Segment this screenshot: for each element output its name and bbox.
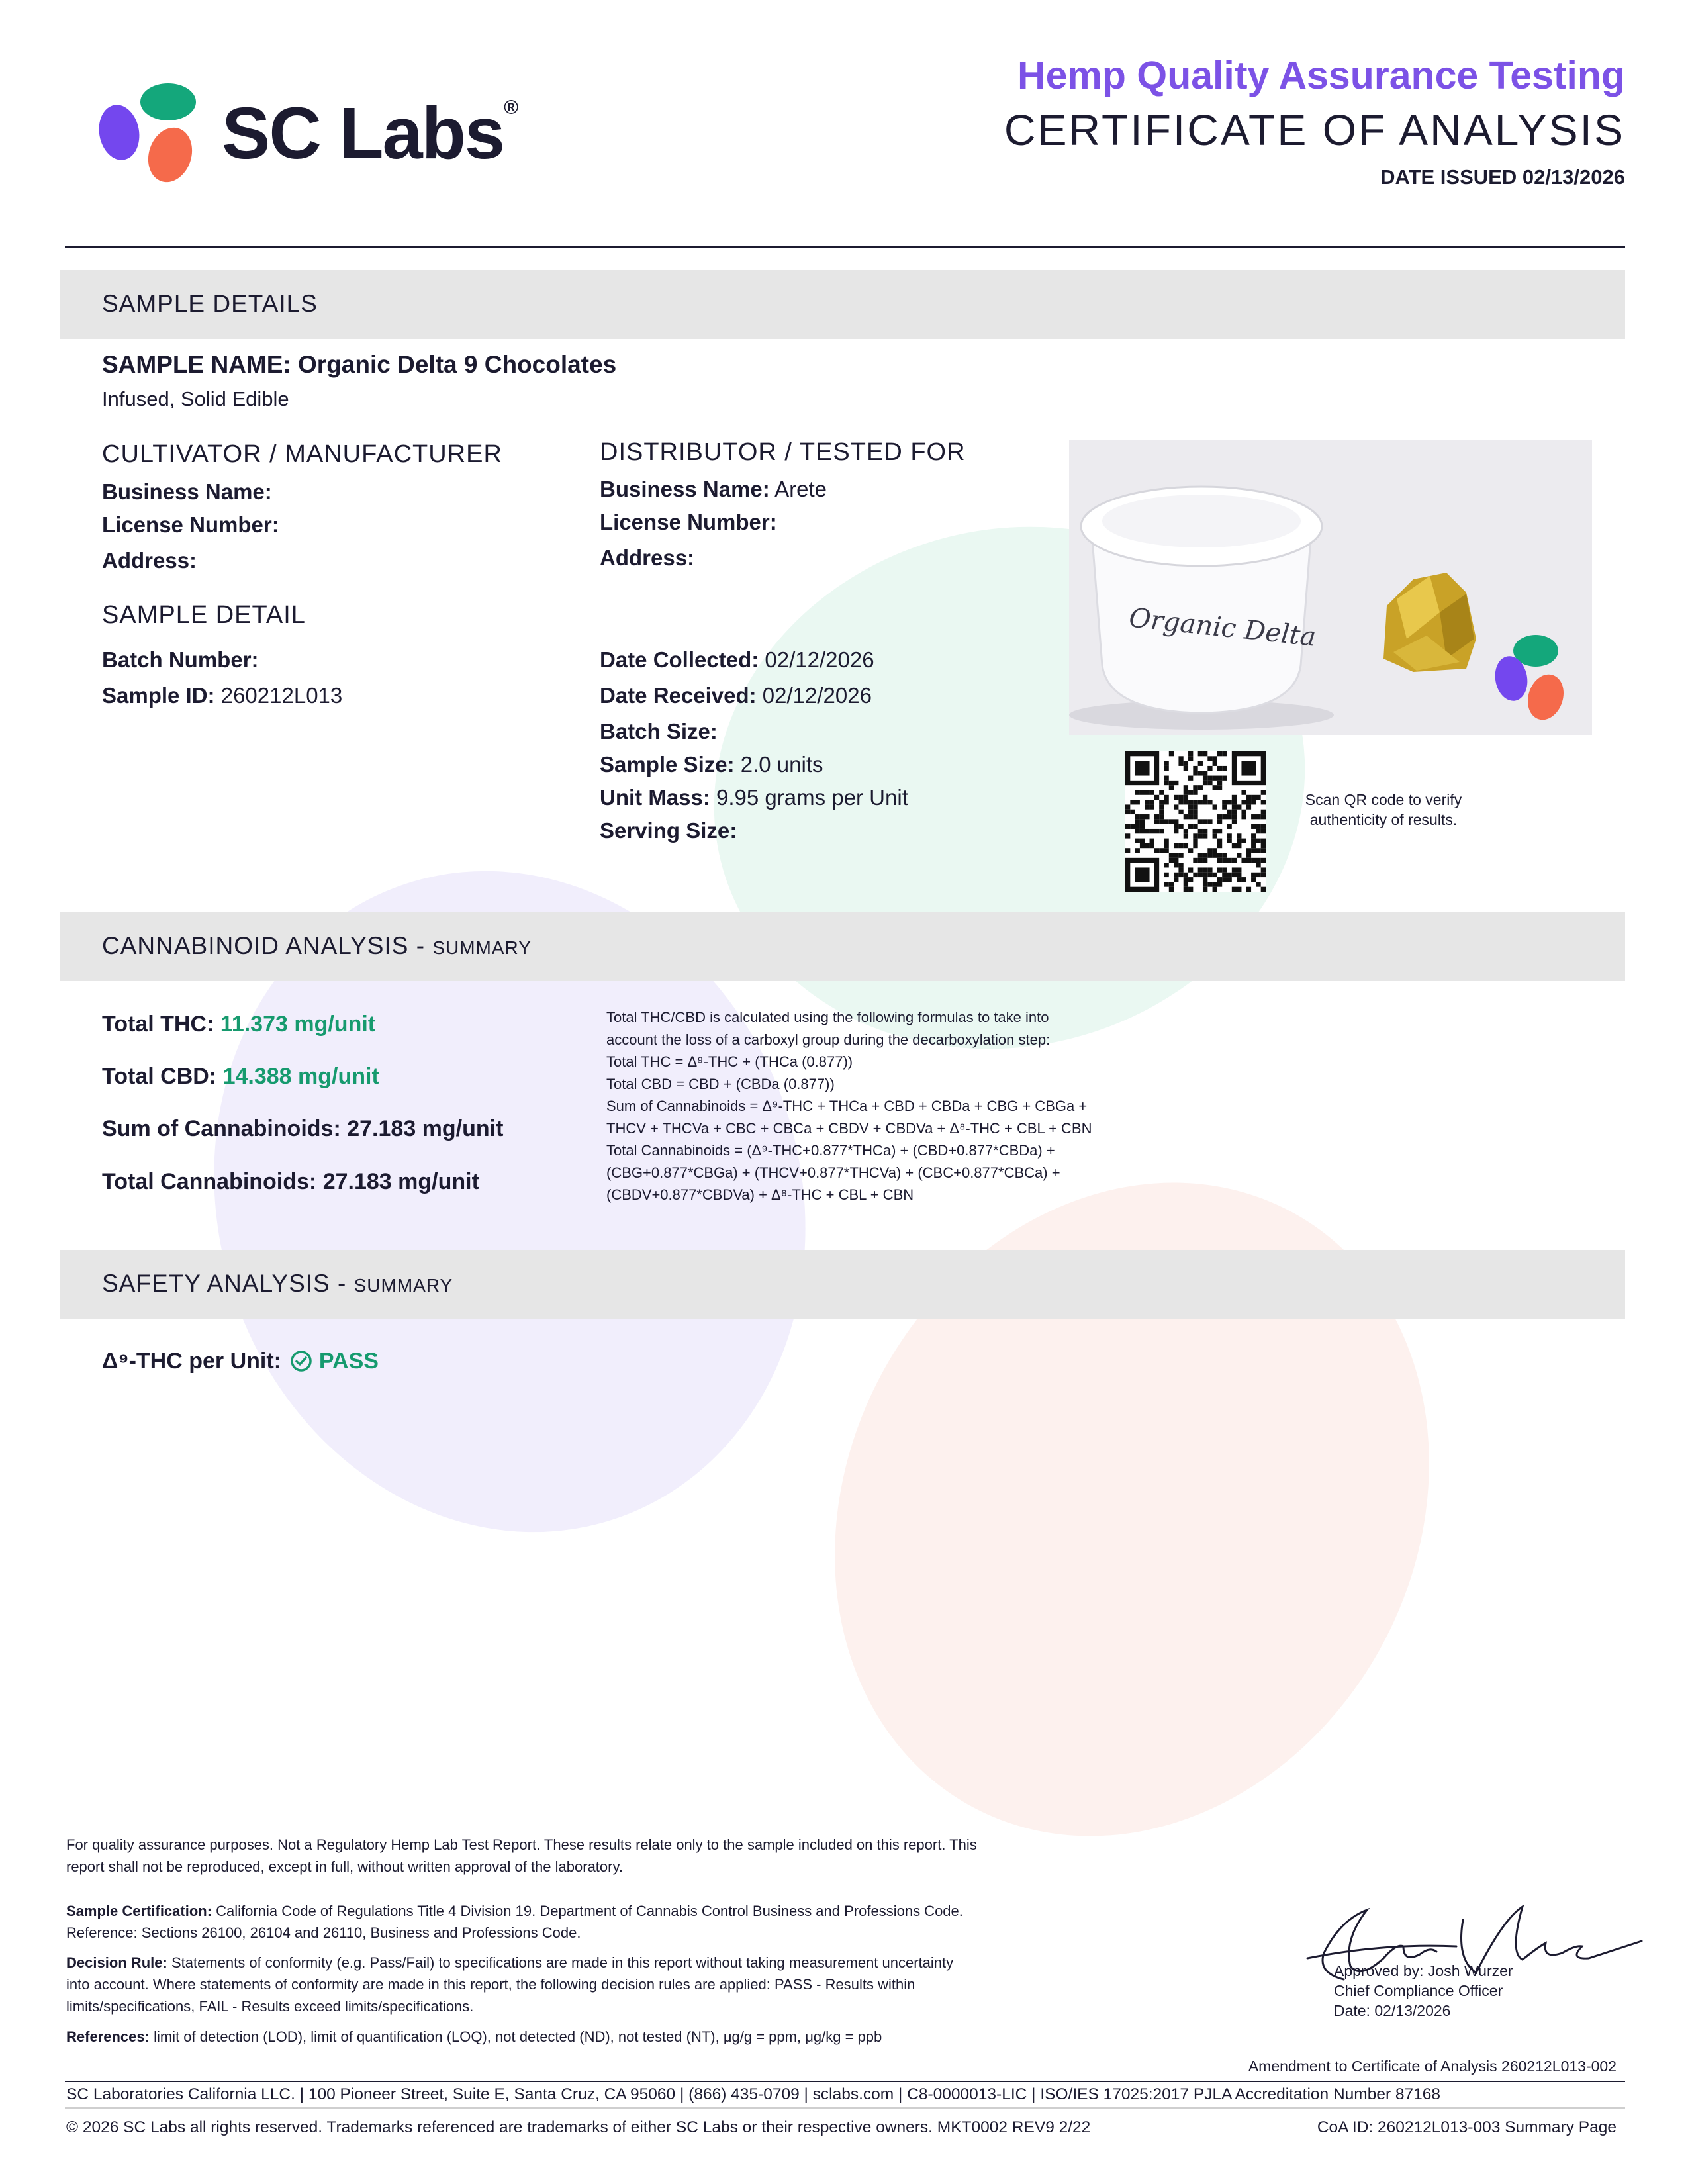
product-photo	[1069, 440, 1592, 735]
total-cbd: Total CBD: 14.388 mg/unit	[102, 1064, 379, 1089]
header-divider	[65, 246, 1625, 248]
sample-certification: Sample Certification: California Code of Regulations Title 4 Division 19. Department of Cannabis Control Business and Professions Code. Reference: Sections 26100, 26104 and 26110, Business and Professions Code.	[66, 1903, 963, 1941]
header-subtitle: Hemp Quality Assurance Testing	[1017, 54, 1625, 97]
sample-category: Infused, Solid Edible	[102, 387, 289, 410]
safety-item-delta9: Δ⁹-THC per Unit: PASS	[102, 1349, 379, 1374]
section-band-cannabinoid	[60, 912, 1625, 981]
serving-size: Serving Size:	[600, 818, 737, 843]
date-collected: Date Collected: 02/12/2026	[600, 647, 874, 672]
section-title: SAFETY ANALYSIS - SUMMARY	[102, 1270, 453, 1297]
cultivator-address: Address:	[102, 548, 197, 573]
pass-status: PASS	[318, 1349, 379, 1374]
sample-detail-heading: SAMPLE DETAIL	[102, 601, 306, 629]
decision-rule: Decision Rule: Statements of conformity (e.g. Pass/Fail) to specifications are made in this report without taking measurement uncertainty into account. Where statements of conformity are made in this report, the following decision rules are applied: PASS - Results within limits/specifications, FAIL - Results exceed limits/specifications.	[66, 1954, 954, 2015]
jar-label: Organic Delta	[1127, 602, 1318, 653]
section-title: SAMPLE DETAILS	[102, 290, 318, 317]
section-band-sample-details	[60, 270, 1625, 339]
sum-of-cannabinoids: Sum of Cannabinoids: 27.183 mg/unit	[102, 1116, 504, 1141]
amendment-note: Amendment to Certificate of Analysis 260212L013-002	[1248, 2058, 1617, 2075]
batch-size: Batch Size:	[600, 719, 718, 743]
cultivator-business-name: Business Name:	[102, 479, 272, 504]
references: References: limit of detection (LOD), limit of quantification (LOQ), not detected (ND), not tested (NT), μg/g = ppm, μg/kg = ppb	[66, 2028, 882, 2045]
copyright: © 2026 SC Labs all rights reserved. Trademarks referenced are trademarks of either SC Labs or their respective owners. MKT0002 REV9 2/22	[66, 2118, 1091, 2136]
sample-size: Sample Size: 2.0 units	[600, 752, 823, 777]
sample-id: Sample ID: 260212L013	[102, 683, 343, 708]
document-title: CERTIFICATE OF ANALYSIS	[1004, 105, 1625, 154]
total-cannabinoids: Total Cannabinoids: 27.183 mg/unit	[102, 1169, 479, 1194]
coa-id: CoA ID: 260212L013-003 Summary Page	[1317, 2118, 1617, 2136]
qr-code-icon[interactable]	[1125, 751, 1266, 892]
background-blob-orange	[722, 1078, 1542, 1941]
logo-wordmark: SC Labs®	[222, 93, 518, 174]
sample-name: SAMPLE NAME: Organic Delta 9 Chocolates	[102, 351, 617, 378]
date-received: Date Received: 02/12/2026	[600, 683, 872, 708]
cultivator-license: License Number:	[102, 512, 279, 537]
cultivator-heading: CULTIVATOR / MANUFACTURER	[102, 440, 502, 468]
distributor-license: License Number:	[600, 510, 777, 534]
distributor-heading: DISTRIBUTOR / TESTED FOR	[600, 438, 966, 466]
total-thc: Total THC: 11.373 mg/unit	[102, 1012, 376, 1037]
distributor-business-name: Business Name: Arete	[600, 477, 827, 501]
disclaimer: For quality assurance purposes. Not a Regulatory Hemp Lab Test Report. These results relate only to the sample included on this report. This report shall not be reproduced, except in full, without written approval of the laboratory.	[66, 1836, 977, 1875]
date-issued: DATE ISSUED 02/13/2026	[1380, 166, 1625, 189]
approval-block: Approved by: Josh Wurzer Chief Compliance Officer Date: 02/13/2026	[1334, 1962, 1513, 2019]
batch-number: Batch Number:	[102, 647, 259, 672]
formula-notes: Total THC/CBD is calculated using the following formulas to take into account the loss of a carboxyl group during the decarboxylation step: Total THC = Δ⁹-THC + (THCa (0.877)) Total CBD = CBD + (CBDa (0.877)) Sum of Cannabinoids = Δ⁹-THC + THCa + CBD + CBDa + CBG + CBGa + THCV + THCVa + CBC + CBCa + CBDV + CBDVa + Δ⁸-THC + CBL + CBN Total Cannabinoids = (Δ⁹-THC+0.877*THCa) + (CBD+0.877*CBDa) + (CBG+0.877*CBGa) + (THCV+0.877*THCVa) + (CBC+0.877*CBCa) + (CBDV+0.877*CBDVa) + Δ⁸-THC + CBL + CBN	[606, 1009, 1092, 1203]
footer-divider	[65, 2081, 1625, 2082]
product-illustration	[1069, 440, 1592, 735]
distributor-address: Address:	[600, 546, 695, 570]
lab-info-line: SC Laboratories California LLC. | 100 Pioneer Street, Suite E, Santa Cruz, CA 95060 | (866) 435-0709 | sclabs.com | C8-0000013-LIC | ISO/IES 17025:2017 PJLA Accreditation Number 87168	[66, 2085, 1441, 2103]
logo-mark-icon	[99, 78, 212, 191]
footer-divider-light	[65, 2107, 1625, 2109]
unit-mass: Unit Mass: 9.95 grams per Unit	[600, 785, 908, 810]
section-band-safety	[60, 1250, 1625, 1319]
section-title: CANNABINOID ANALYSIS - SUMMARY	[102, 932, 532, 959]
qr-note: Scan QR code to verify authenticity of results.	[1305, 791, 1462, 828]
sc-labs-logo	[99, 78, 549, 191]
check-circle-icon	[290, 1350, 312, 1372]
